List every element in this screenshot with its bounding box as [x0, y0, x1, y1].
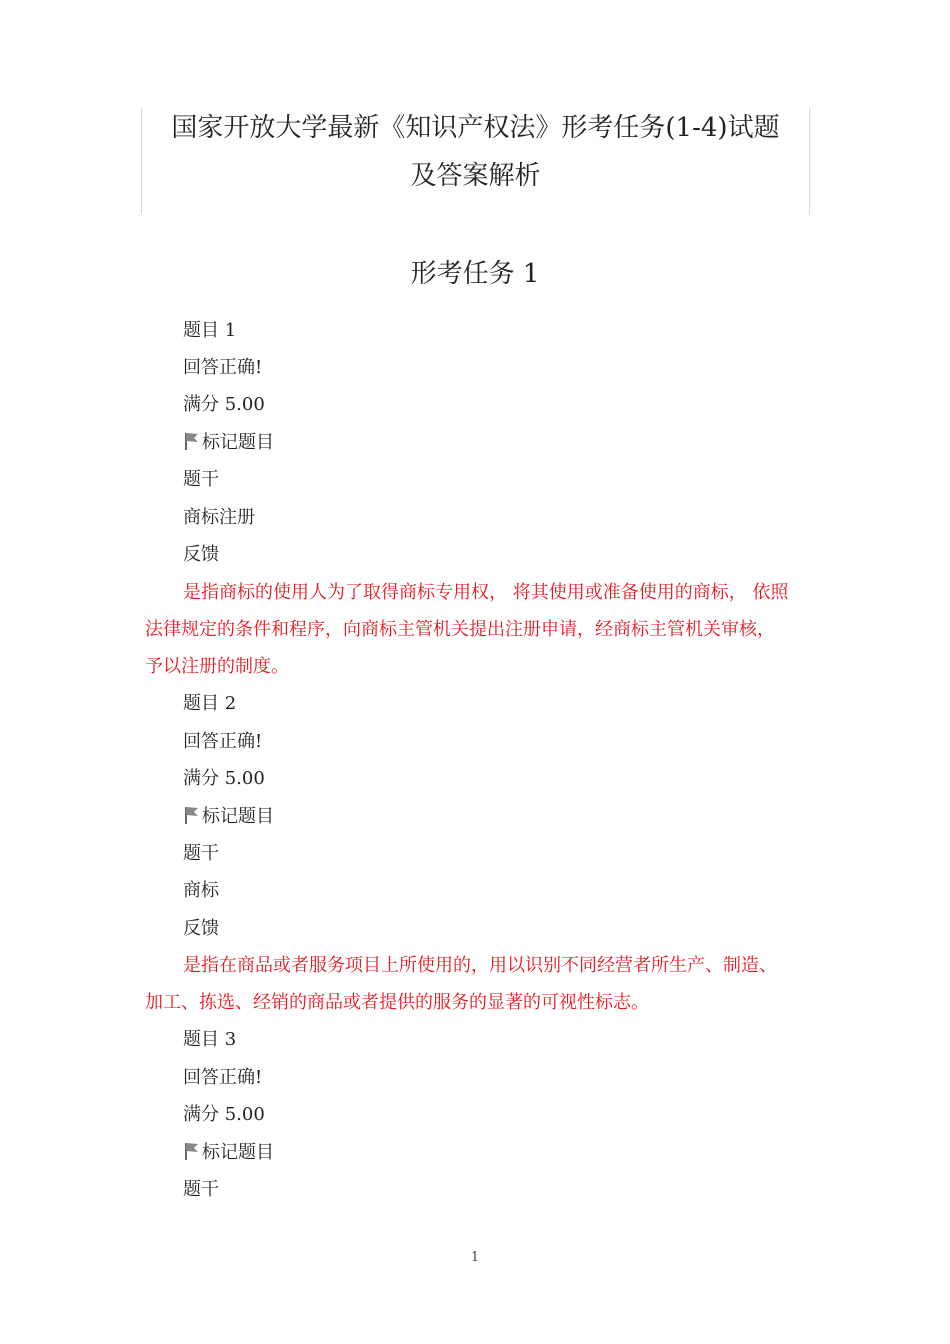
- flag-label: 标记题目: [202, 806, 274, 827]
- question-stem: 商标注册: [183, 507, 255, 528]
- document-title-line-2: 及答案解析: [410, 161, 541, 191]
- feedback-label: 反馈: [183, 918, 219, 939]
- question-status: 回答正确!: [183, 1067, 263, 1088]
- answer-line: 是指在商品或者服务项目上所使用的，用以识别不同经营者所生产、制造、: [183, 955, 777, 976]
- stem-label: 题干: [183, 469, 219, 490]
- question-status: 回答正确!: [183, 731, 263, 752]
- flag-label: 标记题目: [202, 1142, 274, 1163]
- title-block: [141, 108, 810, 214]
- question-score: 满分 5.00: [183, 768, 265, 789]
- flag-icon: [183, 1141, 201, 1161]
- answer-line: 加工、拣选、经销的商品或者提供的服务的显著的可视性标志。: [145, 992, 649, 1013]
- question-status: 回答正确!: [183, 357, 263, 378]
- flag-question-link[interactable]: [183, 430, 274, 456]
- flag-question-link[interactable]: [183, 804, 274, 830]
- stem-label: 题干: [183, 843, 219, 864]
- question-stem: 商标: [183, 880, 219, 901]
- flag-icon: [183, 431, 201, 451]
- document-title-line-1: 国家开放大学最新《知识产权法》形考任务(1-4)试题: [171, 113, 780, 143]
- question-label: 题目 2: [183, 693, 237, 714]
- answer-line: 是指商标的使用人为了取得商标专用权， 将其使用或准备使用的商标， 依照: [183, 582, 789, 603]
- stem-label: 题干: [183, 1179, 219, 1200]
- flag-label: 标记题目: [202, 432, 274, 453]
- section-title: 形考任务 1: [410, 259, 540, 289]
- question-label: 题目 3: [183, 1029, 237, 1050]
- feedback-label: 反馈: [183, 544, 219, 565]
- question-label: 题目 1: [183, 320, 237, 341]
- answer-line: 法律规定的条件和程序，向商标主管机关提出注册申请，经商标主管机关审核，: [145, 619, 775, 640]
- question-score: 满分 5.00: [183, 1104, 265, 1125]
- flag-question-link[interactable]: [183, 1140, 274, 1166]
- page-number: 1: [470, 1250, 480, 1265]
- flag-icon: [183, 805, 201, 825]
- answer-line: 予以注册的制度。: [145, 656, 289, 677]
- question-score: 满分 5.00: [183, 394, 265, 415]
